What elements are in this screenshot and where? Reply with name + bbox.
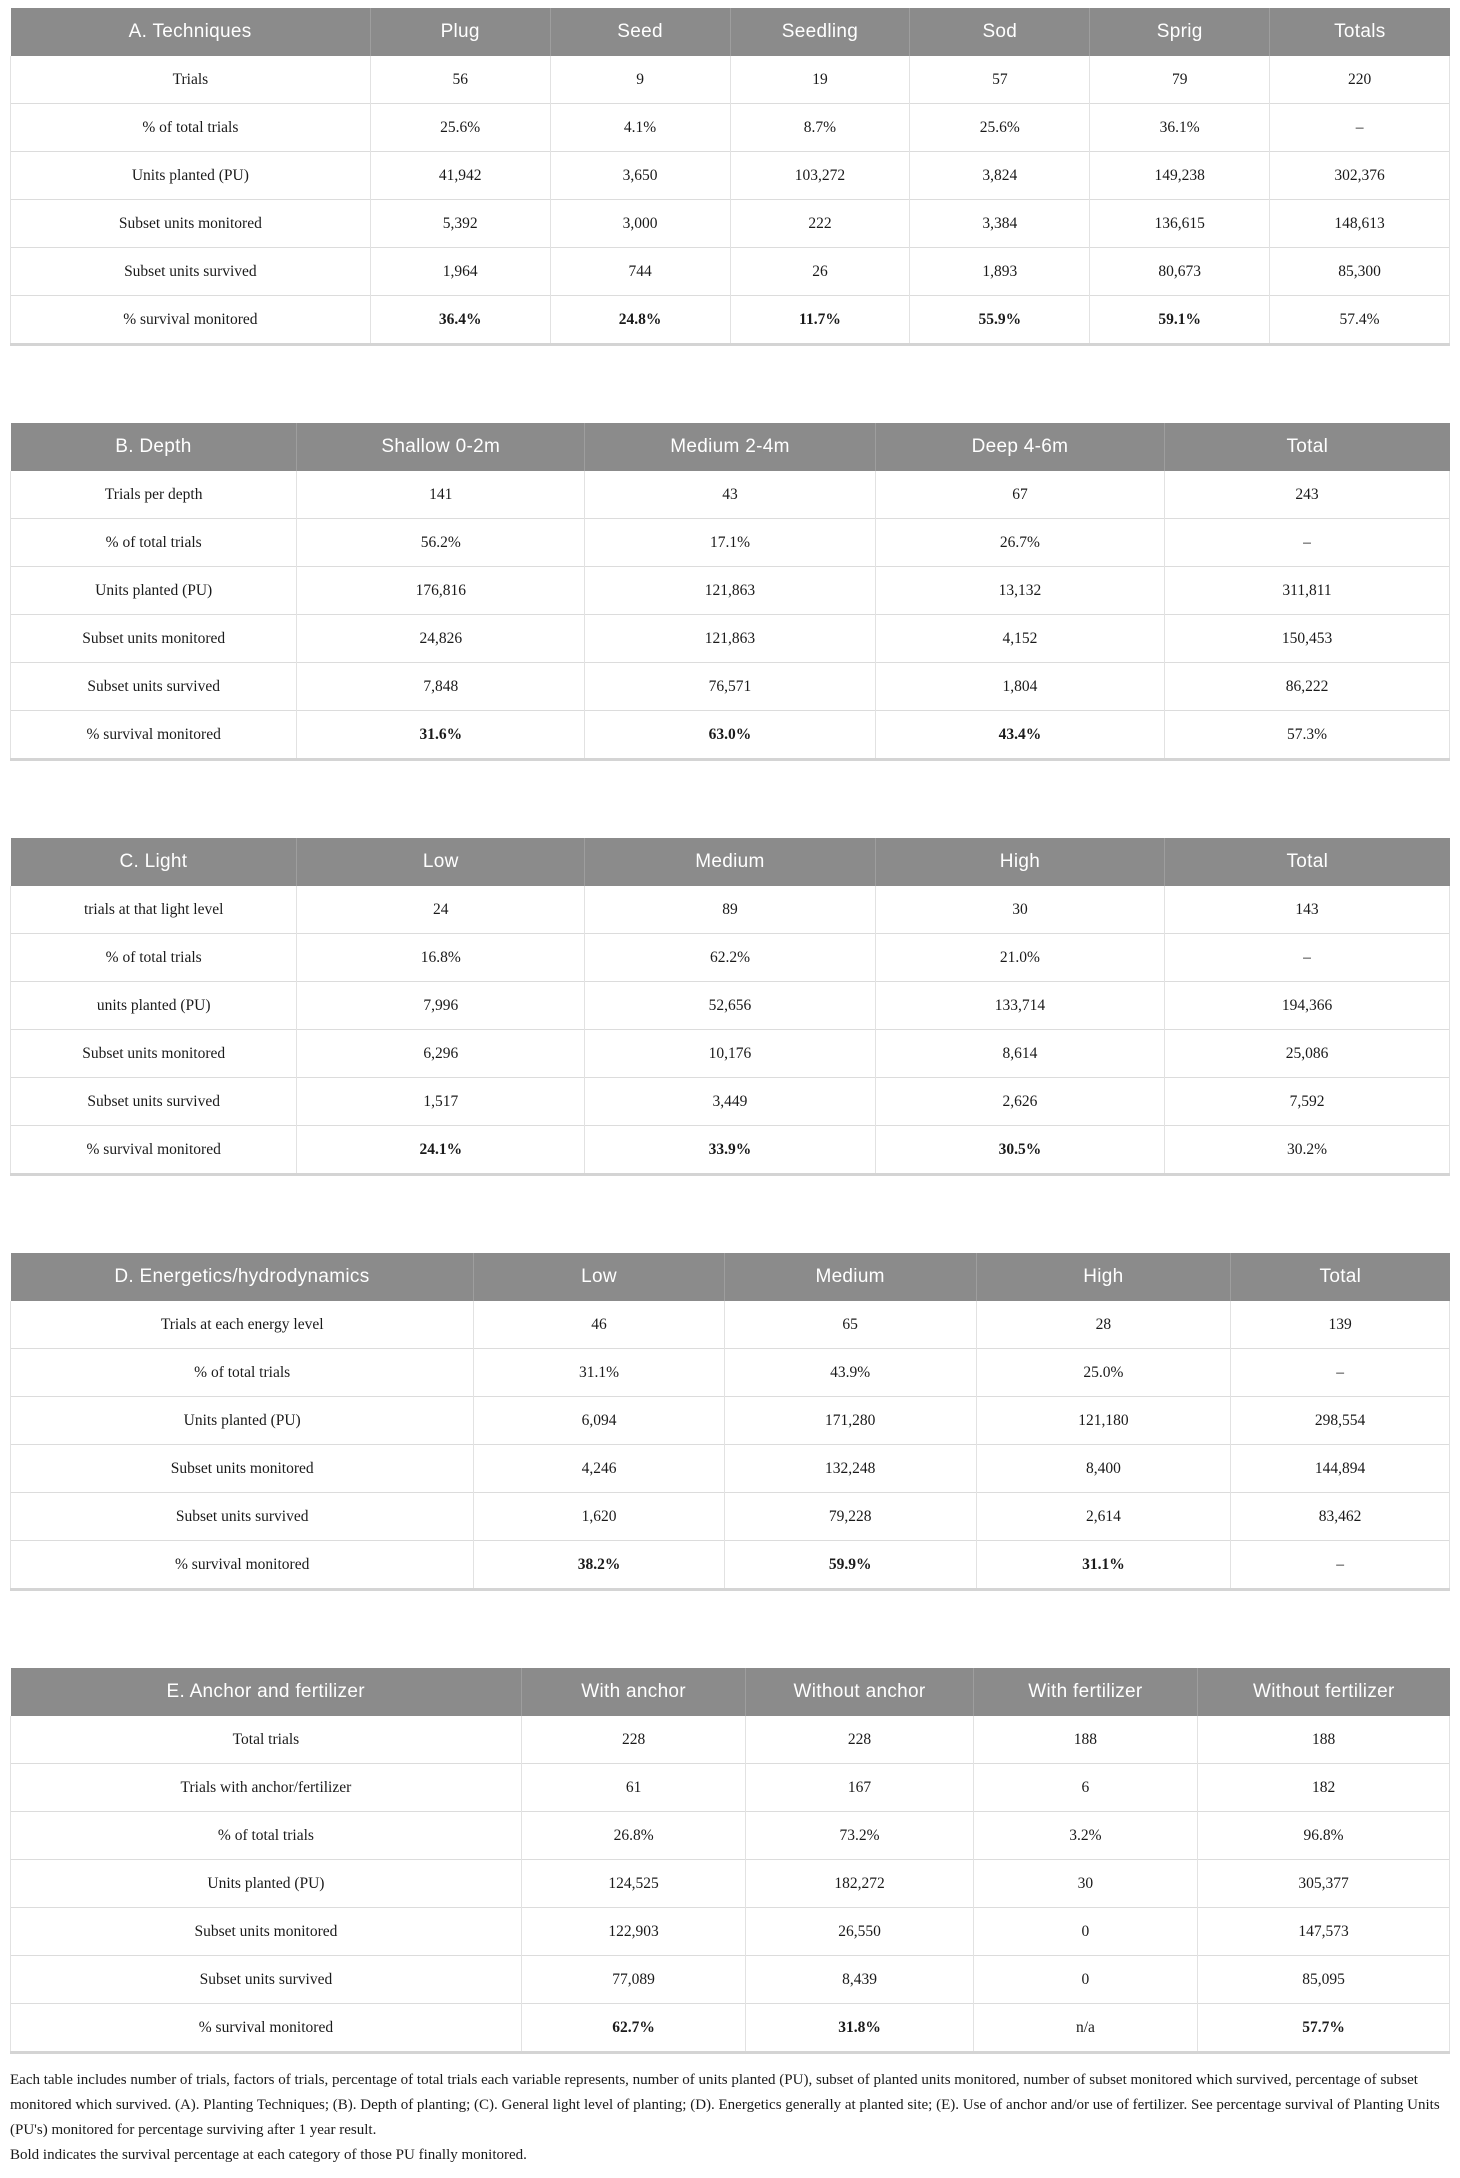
- cell-value: 302,376: [1270, 152, 1450, 200]
- row-label: % survival monitored: [11, 711, 297, 760]
- table-row: [11, 248, 1450, 296]
- cell-value: 85,300: [1270, 248, 1450, 296]
- header-row: [11, 838, 1450, 886]
- table-row: [11, 1812, 1450, 1860]
- cell-value: 3,650: [550, 152, 730, 200]
- column-header: Plug: [370, 8, 550, 56]
- cell-value: –: [1165, 519, 1450, 567]
- cell-value: 3,824: [910, 152, 1090, 200]
- row-label: Subset units monitored: [11, 615, 297, 663]
- cell-value: 79,228: [724, 1493, 976, 1541]
- row-label: Subset units monitored: [11, 200, 371, 248]
- table-row: [11, 982, 1450, 1030]
- table-techniques: [10, 8, 1450, 346]
- row-label: Total trials: [11, 1716, 522, 1764]
- cell-value: 62.7%: [521, 2004, 745, 2053]
- cell-value: 8.7%: [730, 104, 910, 152]
- table-row: [11, 1764, 1450, 1812]
- cell-value: 31.1%: [976, 1541, 1231, 1590]
- cell-value: 83,462: [1231, 1493, 1450, 1541]
- column-header: Total: [1231, 1253, 1450, 1301]
- column-header: Sod: [910, 8, 1090, 56]
- cell-value: 4,152: [875, 615, 1164, 663]
- column-header: With anchor: [521, 1668, 745, 1716]
- column-header: Shallow 0-2m: [297, 423, 585, 471]
- table-row: [11, 711, 1450, 760]
- cell-value: 744: [550, 248, 730, 296]
- cell-value: 141: [297, 471, 585, 519]
- cell-value: 85,095: [1198, 1956, 1450, 2004]
- cell-value: 220: [1270, 56, 1450, 104]
- cell-value: 2,626: [875, 1078, 1164, 1126]
- table-title: E. Anchor and fertilizer: [11, 1668, 522, 1716]
- cell-value: –: [1270, 104, 1450, 152]
- data-table-b: [10, 423, 1450, 761]
- cell-value: 228: [746, 1716, 973, 1764]
- column-header: Low: [297, 838, 585, 886]
- table-row: [11, 104, 1450, 152]
- table-row: [11, 1541, 1450, 1590]
- column-header: Medium: [585, 838, 876, 886]
- cell-value: 1,964: [370, 248, 550, 296]
- cell-value: 30: [973, 1860, 1197, 1908]
- row-label: % of total trials: [11, 1349, 474, 1397]
- table-row: [11, 1908, 1450, 1956]
- cell-value: 36.4%: [370, 296, 550, 345]
- cell-value: 124,525: [521, 1860, 745, 1908]
- cell-value: 77,089: [521, 1956, 745, 2004]
- cell-value: 43.9%: [724, 1349, 976, 1397]
- cell-value: 16.8%: [297, 934, 585, 982]
- data-table-a: [10, 8, 1450, 346]
- row-label: Subset units monitored: [11, 1445, 474, 1493]
- cell-value: 57: [910, 56, 1090, 104]
- table-anchor-fertilizer: [10, 1668, 1450, 2054]
- cell-value: 298,554: [1231, 1397, 1450, 1445]
- table-row: [11, 1349, 1450, 1397]
- cell-value: 13,132: [875, 567, 1164, 615]
- column-header: Totals: [1270, 8, 1450, 56]
- cell-value: 121,180: [976, 1397, 1231, 1445]
- table-energetics-hydrodynamics: [10, 1253, 1450, 1591]
- row-label: Units planted (PU): [11, 567, 297, 615]
- cell-value: –: [1231, 1349, 1450, 1397]
- cell-value: 6,094: [474, 1397, 724, 1445]
- cell-value: 148,613: [1270, 200, 1450, 248]
- row-label: Subset units survived: [11, 1956, 522, 2004]
- cell-value: 76,571: [585, 663, 876, 711]
- caption-main-text: Each table includes number of trials, factors of trials, percentage of total trials each variable represents, number of units planted (PU), subset of planted units monitored, number of subset monitored which survived, percentage of subset monitored which survived. (A). Planting Techniques; (B). Depth of planting; (C). General light level of planting; (D). Energetics generally at planted site; (E). Use of anchor and/or use of fertilizer. See percentage survival of Planting Units (PU's) monitored for percentage surviving after 1 year result.: [10, 2072, 1440, 2138]
- cell-value: 0: [973, 1956, 1197, 2004]
- table-row: [11, 615, 1450, 663]
- cell-value: 36.1%: [1090, 104, 1270, 152]
- cell-value: 59.9%: [724, 1541, 976, 1590]
- data-table-e: [10, 1668, 1450, 2054]
- cell-value: 8,439: [746, 1956, 973, 2004]
- row-label: % survival monitored: [11, 1126, 297, 1175]
- table-depth: [10, 423, 1450, 761]
- cell-value: 228: [521, 1716, 745, 1764]
- cell-value: 65: [724, 1301, 976, 1349]
- table-row: [11, 1493, 1450, 1541]
- table-title: C. Light: [11, 838, 297, 886]
- cell-value: 24.1%: [297, 1126, 585, 1175]
- table-row: [11, 567, 1450, 615]
- cell-value: 121,863: [585, 567, 876, 615]
- row-label: Subset units survived: [11, 1493, 474, 1541]
- cell-value: 132,248: [724, 1445, 976, 1493]
- row-label: trials at that light level: [11, 886, 297, 934]
- cell-value: 8,400: [976, 1445, 1231, 1493]
- row-label: Subset units monitored: [11, 1030, 297, 1078]
- cell-value: 31.8%: [746, 2004, 973, 2053]
- cell-value: 6,296: [297, 1030, 585, 1078]
- row-label: % survival monitored: [11, 2004, 522, 2053]
- cell-value: 1,620: [474, 1493, 724, 1541]
- table-row: [11, 1301, 1450, 1349]
- cell-value: 149,238: [1090, 152, 1270, 200]
- row-label: Trials at each energy level: [11, 1301, 474, 1349]
- table-row: [11, 200, 1450, 248]
- cell-value: 26,550: [746, 1908, 973, 1956]
- table-row: [11, 471, 1450, 519]
- cell-value: 57.3%: [1165, 711, 1450, 760]
- cell-value: 56.2%: [297, 519, 585, 567]
- cell-value: 1,804: [875, 663, 1164, 711]
- cell-value: 57.4%: [1270, 296, 1450, 345]
- table-light: [10, 838, 1450, 1176]
- cell-value: 6: [973, 1764, 1197, 1812]
- cell-value: 4.1%: [550, 104, 730, 152]
- cell-value: 24: [297, 886, 585, 934]
- table-row: [11, 934, 1450, 982]
- table-title: A. Techniques: [11, 8, 371, 56]
- cell-value: 25.6%: [910, 104, 1090, 152]
- table-row: [11, 56, 1450, 104]
- cell-value: 24.8%: [550, 296, 730, 345]
- cell-value: 31.6%: [297, 711, 585, 760]
- cell-value: 2,614: [976, 1493, 1231, 1541]
- cell-value: 194,366: [1165, 982, 1450, 1030]
- cell-value: 311,811: [1165, 567, 1450, 615]
- cell-value: 176,816: [297, 567, 585, 615]
- table-row: [11, 1860, 1450, 1908]
- cell-value: 89: [585, 886, 876, 934]
- column-header: Without anchor: [746, 1668, 973, 1716]
- table-row: [11, 1126, 1450, 1175]
- row-label: units planted (PU): [11, 982, 297, 1030]
- cell-value: 21.0%: [875, 934, 1164, 982]
- cell-value: 182,272: [746, 1860, 973, 1908]
- row-label: Units planted (PU): [11, 1860, 522, 1908]
- column-header: Without fertilizer: [1198, 1668, 1450, 1716]
- row-label: Subset units monitored: [11, 1908, 522, 1956]
- data-table-c: [10, 838, 1450, 1176]
- row-label: % survival monitored: [11, 296, 371, 345]
- row-label: Trials with anchor/fertilizer: [11, 1764, 522, 1812]
- cell-value: 7,848: [297, 663, 585, 711]
- column-header: Sprig: [1090, 8, 1270, 56]
- cell-value: 19: [730, 56, 910, 104]
- cell-value: 188: [973, 1716, 1197, 1764]
- cell-value: 171,280: [724, 1397, 976, 1445]
- cell-value: 55.9%: [910, 296, 1090, 345]
- cell-value: 136,615: [1090, 200, 1270, 248]
- cell-value: 147,573: [1198, 1908, 1450, 1956]
- column-header: Medium 2-4m: [585, 423, 876, 471]
- table-row: [11, 2004, 1450, 2053]
- cell-value: 46: [474, 1301, 724, 1349]
- cell-value: 24,826: [297, 615, 585, 663]
- row-label: Subset units survived: [11, 663, 297, 711]
- cell-value: 188: [1198, 1716, 1450, 1764]
- cell-value: 30.2%: [1165, 1126, 1450, 1175]
- column-header: High: [976, 1253, 1231, 1301]
- cell-value: 0: [973, 1908, 1197, 1956]
- cell-value: 96.8%: [1198, 1812, 1450, 1860]
- row-label: % of total trials: [11, 1812, 522, 1860]
- table-row: [11, 1716, 1450, 1764]
- cell-value: 43.4%: [875, 711, 1164, 760]
- cell-value: 26.7%: [875, 519, 1164, 567]
- column-header: Deep 4-6m: [875, 423, 1164, 471]
- table-row: [11, 1030, 1450, 1078]
- row-label: % survival monitored: [11, 1541, 474, 1590]
- cell-value: 30.5%: [875, 1126, 1164, 1175]
- column-header: Total: [1165, 423, 1450, 471]
- cell-value: 11.7%: [730, 296, 910, 345]
- cell-value: 31.1%: [474, 1349, 724, 1397]
- cell-value: 28: [976, 1301, 1231, 1349]
- figure-caption: [10, 2068, 1450, 2168]
- cell-value: 26: [730, 248, 910, 296]
- cell-value: 26.8%: [521, 1812, 745, 1860]
- row-label: % of total trials: [11, 104, 371, 152]
- cell-value: 59.1%: [1090, 296, 1270, 345]
- cell-value: –: [1231, 1541, 1450, 1590]
- cell-value: 7,592: [1165, 1078, 1450, 1126]
- cell-value: 38.2%: [474, 1541, 724, 1590]
- row-label: Trials per depth: [11, 471, 297, 519]
- cell-value: 67: [875, 471, 1164, 519]
- column-header: With fertilizer: [973, 1668, 1197, 1716]
- cell-value: 33.9%: [585, 1126, 876, 1175]
- row-label: % of total trials: [11, 519, 297, 567]
- header-row: [11, 8, 1450, 56]
- cell-value: 79: [1090, 56, 1270, 104]
- table-title: D. Energetics/hydrodynamics: [11, 1253, 474, 1301]
- table-row: [11, 886, 1450, 934]
- table-title: B. Depth: [11, 423, 297, 471]
- cell-value: 7,996: [297, 982, 585, 1030]
- cell-value: 80,673: [1090, 248, 1270, 296]
- table-row: [11, 1397, 1450, 1445]
- cell-value: 222: [730, 200, 910, 248]
- table-row: [11, 519, 1450, 567]
- cell-value: 3,449: [585, 1078, 876, 1126]
- cell-value: 4,246: [474, 1445, 724, 1493]
- cell-value: 3,384: [910, 200, 1090, 248]
- column-header: Seed: [550, 8, 730, 56]
- cell-value: 1,893: [910, 248, 1090, 296]
- row-label: Subset units survived: [11, 1078, 297, 1126]
- cell-value: 62.2%: [585, 934, 876, 982]
- header-row: [11, 1668, 1450, 1716]
- cell-value: 182: [1198, 1764, 1450, 1812]
- cell-value: 167: [746, 1764, 973, 1812]
- data-table-d: [10, 1253, 1450, 1591]
- table-row: [11, 296, 1450, 345]
- row-label: % of total trials: [11, 934, 297, 982]
- cell-value: 305,377: [1198, 1860, 1450, 1908]
- header-row: [11, 1253, 1450, 1301]
- cell-value: 9: [550, 56, 730, 104]
- cell-value: 17.1%: [585, 519, 876, 567]
- caption-bold-note: Bold indicates the survival percentage at each category of those PU finally monitored.: [10, 2147, 527, 2163]
- row-label: Subset units survived: [11, 248, 371, 296]
- cell-value: 10,176: [585, 1030, 876, 1078]
- cell-value: 41,942: [370, 152, 550, 200]
- column-header: Total: [1165, 838, 1450, 886]
- cell-value: 143: [1165, 886, 1450, 934]
- row-label: Units planted (PU): [11, 1397, 474, 1445]
- cell-value: 3.2%: [973, 1812, 1197, 1860]
- column-header: Low: [474, 1253, 724, 1301]
- table-row: [11, 663, 1450, 711]
- cell-value: 30: [875, 886, 1164, 934]
- cell-value: 8,614: [875, 1030, 1164, 1078]
- cell-value: 61: [521, 1764, 745, 1812]
- cell-value: 52,656: [585, 982, 876, 1030]
- cell-value: 43: [585, 471, 876, 519]
- cell-value: 3,000: [550, 200, 730, 248]
- column-header: Seedling: [730, 8, 910, 56]
- cell-value: 122,903: [521, 1908, 745, 1956]
- table-row: [11, 1078, 1450, 1126]
- column-header: High: [875, 838, 1164, 886]
- cell-value: 144,894: [1231, 1445, 1450, 1493]
- cell-value: –: [1165, 934, 1450, 982]
- cell-value: n/a: [973, 2004, 1197, 2053]
- cell-value: 25.6%: [370, 104, 550, 152]
- table-row: [11, 1445, 1450, 1493]
- cell-value: 150,453: [1165, 615, 1450, 663]
- cell-value: 25,086: [1165, 1030, 1450, 1078]
- column-header: Medium: [724, 1253, 976, 1301]
- cell-value: 57.7%: [1198, 2004, 1450, 2053]
- cell-value: 133,714: [875, 982, 1164, 1030]
- cell-value: 25.0%: [976, 1349, 1231, 1397]
- cell-value: 1,517: [297, 1078, 585, 1126]
- cell-value: 103,272: [730, 152, 910, 200]
- cell-value: 243: [1165, 471, 1450, 519]
- cell-value: 5,392: [370, 200, 550, 248]
- cell-value: 121,863: [585, 615, 876, 663]
- cell-value: 86,222: [1165, 663, 1450, 711]
- row-label: Trials: [11, 56, 371, 104]
- cell-value: 73.2%: [746, 1812, 973, 1860]
- table-row: [11, 1956, 1450, 2004]
- table-row: [11, 152, 1450, 200]
- cell-value: 56: [370, 56, 550, 104]
- header-row: [11, 423, 1450, 471]
- cell-value: 63.0%: [585, 711, 876, 760]
- cell-value: 139: [1231, 1301, 1450, 1349]
- row-label: Units planted (PU): [11, 152, 371, 200]
